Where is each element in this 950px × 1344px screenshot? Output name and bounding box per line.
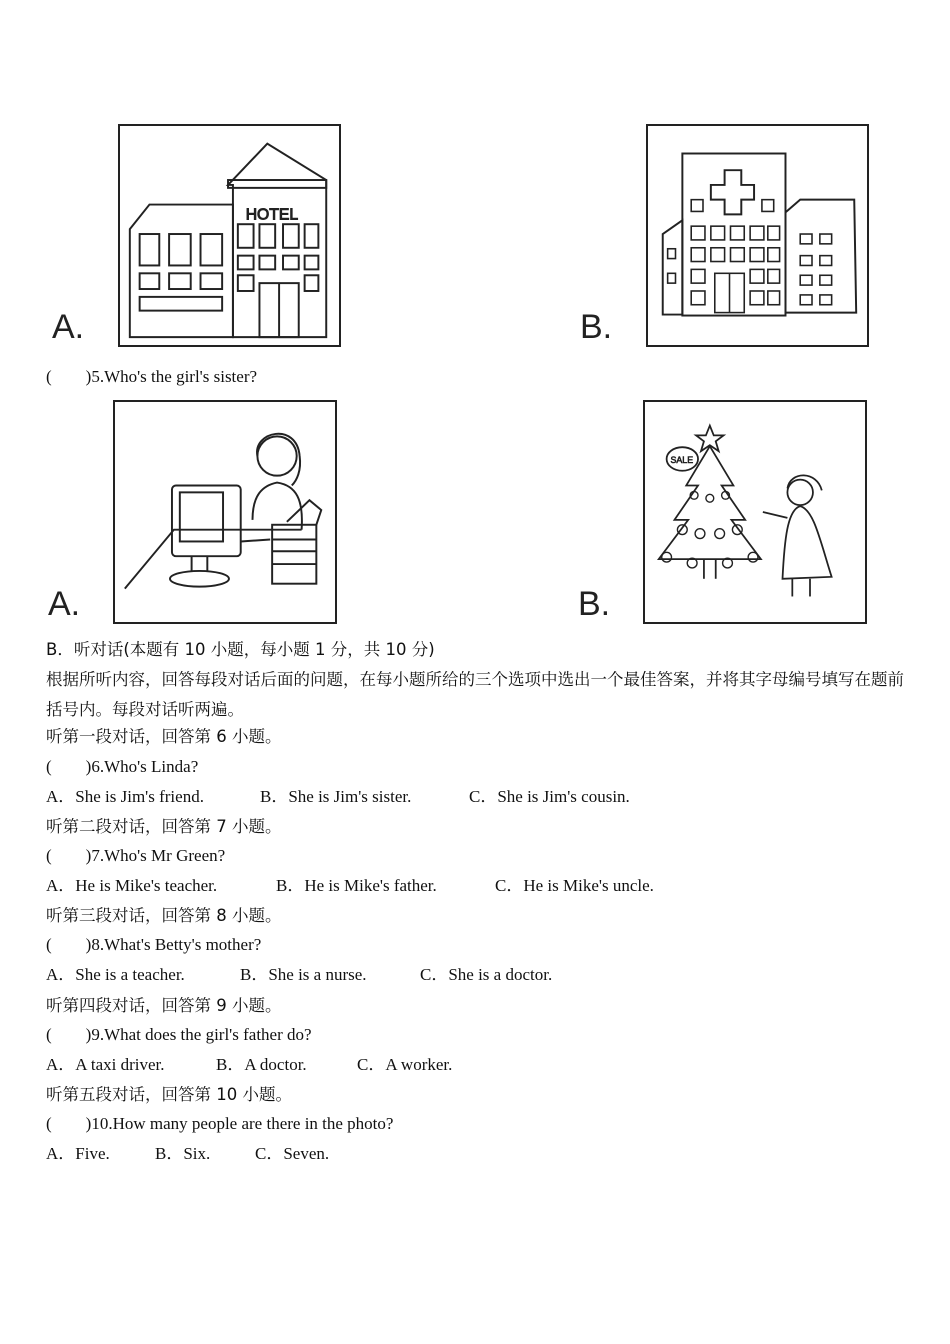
question-7 — [46, 845, 225, 867]
options-row — [46, 875, 654, 897]
option-b-label: B. — [580, 308, 613, 346]
option-a[interactable]: A．He is Mike's teacher. — [46, 876, 218, 895]
dialogue-intro: 听第四段对话，回答第 9 小题。 — [46, 996, 282, 1015]
question-text: 5.Who's the girl's sister? — [91, 367, 258, 386]
options-row — [46, 1143, 329, 1165]
hotel-picture — [118, 124, 341, 347]
question-text: 7.Who's Mr Green? — [91, 846, 226, 865]
options-row — [46, 786, 630, 808]
option-b[interactable]: B．A doctor. — [216, 1055, 307, 1074]
option-a[interactable]: A．She is a teacher. — [46, 965, 185, 984]
options-row — [46, 1054, 452, 1076]
answer-blank[interactable]: ( ) — [46, 757, 92, 776]
hospital-picture — [646, 124, 869, 347]
dialogue-intro: 听第三段对话，回答第 8 小题。 — [46, 906, 282, 925]
option-a[interactable]: A．A taxi driver. — [46, 1055, 165, 1074]
option-b[interactable]: B．She is Jim's sister. — [260, 787, 412, 806]
option-c[interactable]: C．A worker. — [357, 1055, 453, 1074]
option-c[interactable]: C．She is Jim's cousin. — [469, 787, 630, 806]
option-b[interactable]: B．Six. — [155, 1144, 211, 1163]
dialogue-intro: 听第二段对话，回答第 7 小题。 — [46, 817, 282, 836]
option-b[interactable]: B．She is a nurse. — [240, 965, 367, 984]
option-b[interactable]: B．He is Mike's father. — [276, 876, 437, 895]
section-b-instructions: 根据所听内容，回答每段对话后面的问题，在每小题所给的三个选项中选出一个最佳答案，并将其字母编号填写在题前括号内。每段对话听两遍。 — [46, 670, 904, 719]
question-5 — [46, 366, 257, 388]
option-c[interactable]: C．Seven. — [255, 1144, 330, 1163]
option-b-label: B. — [578, 585, 611, 623]
dialogue-intro: 听第一段对话，回答第 6 小题。 — [46, 727, 282, 746]
answer-blank[interactable]: ( ) — [46, 935, 92, 954]
question-text: 8.What's Betty's mother? — [91, 935, 262, 954]
answer-blank[interactable]: ( ) — [46, 1114, 92, 1133]
answer-blank[interactable]: ( ) — [46, 367, 92, 386]
hotel-sign: HOTEL — [245, 206, 299, 224]
section-b-title: B．听对话(本题有 10 小题，每小题 1 分，共 10 分) — [46, 640, 435, 659]
question-text: 10.How many people are there in the photo? — [91, 1114, 394, 1133]
option-c[interactable]: C．He is Mike's uncle. — [495, 876, 654, 895]
office-worker-picture — [113, 400, 337, 624]
option-a-label: A. — [48, 585, 81, 623]
option-a[interactable]: A．She is Jim's friend. — [46, 787, 204, 806]
option-a-label: A. — [52, 308, 85, 346]
question-9 — [46, 1024, 312, 1046]
question-text: 6.Who's Linda? — [91, 757, 199, 776]
dialogue-intro: 听第五段对话，回答第 10 小题。 — [46, 1085, 292, 1104]
sale-sign: SALE — [670, 454, 694, 465]
question-8 — [46, 934, 261, 956]
answer-blank[interactable]: ( ) — [46, 1025, 92, 1044]
answer-blank[interactable]: ( ) — [46, 846, 92, 865]
options-row — [46, 964, 552, 986]
option-a[interactable]: A．Five. — [46, 1144, 110, 1163]
question-6 — [46, 756, 198, 778]
option-c[interactable]: C．She is a doctor. — [420, 965, 553, 984]
question-10 — [46, 1113, 393, 1135]
christmas-tree-picture — [643, 400, 867, 624]
question-text: 9.What does the girl's father do? — [91, 1025, 312, 1044]
